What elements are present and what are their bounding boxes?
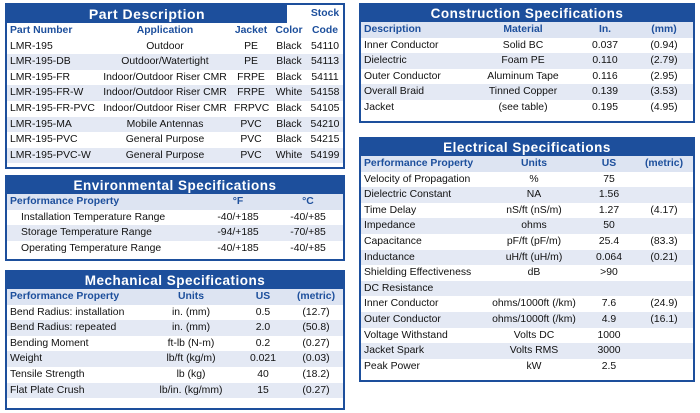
mech-units: lb/ft (kg/m): [145, 351, 237, 367]
mech-metric-header: (metric): [289, 289, 343, 305]
elec-units: ohms/1000ft (/km): [492, 298, 576, 310]
table-row: [361, 328, 693, 344]
cons-description: Jacket: [364, 101, 395, 113]
cons-material-header: Material: [471, 22, 575, 38]
application: Indoor/Outdoor Riser CMR: [103, 102, 227, 114]
part-number: LMR-195-PVC-W: [7, 148, 99, 164]
elec-metric: (83.3): [650, 235, 678, 247]
elec-metric: [635, 281, 693, 297]
table-row: [361, 234, 693, 250]
mechanical-title: Mechanical Specifications: [7, 272, 343, 289]
color: Black: [276, 134, 302, 146]
elec-property: Outer Conductor: [361, 312, 485, 328]
construction-panel: [359, 3, 695, 123]
mech-property-header: Performance Property: [7, 289, 145, 305]
jacket-header: Jacket: [234, 25, 268, 36]
elec-property: Inner Conductor: [364, 298, 439, 310]
table-row: [7, 132, 343, 148]
mech-metric: (12.7): [302, 306, 330, 318]
mech-units: ft-lb (N-m): [167, 337, 215, 349]
stock-code: 54210: [307, 117, 343, 133]
cons-mm: (2.95): [650, 70, 678, 82]
env-property: Installation Temperature Range: [21, 211, 166, 223]
elec-metric: (24.9): [650, 298, 678, 310]
construction-title: Construction Specifications: [361, 5, 693, 22]
table-row: [361, 172, 693, 188]
env-property: Operating Temperature Range: [21, 242, 162, 254]
elec-metric: [635, 343, 693, 359]
mech-metric: (0.03): [289, 351, 343, 367]
mech-metric: (18.2): [302, 368, 330, 380]
cons-description: Inner Conductor: [364, 39, 439, 51]
table-row: [7, 210, 343, 226]
elec-us: 4.9: [583, 312, 635, 328]
construction-table: [361, 22, 693, 116]
table-row: [7, 241, 343, 257]
color: White: [271, 148, 307, 164]
elec-us: 1.56: [583, 187, 635, 203]
cons-mm: (3.53): [635, 84, 693, 100]
application: General Purpose: [99, 148, 231, 164]
mech-units: lb/in. (kg/mm): [145, 383, 237, 399]
stock-code: 54110: [310, 40, 340, 52]
part-number: LMR-195: [10, 40, 53, 52]
mech-units-header: Units: [145, 289, 237, 305]
cons-material: Foam PE: [471, 53, 575, 69]
elec-property: Time Delay: [364, 204, 417, 216]
elec-metric: [635, 328, 693, 344]
cons-material: Tinned Copper: [471, 84, 575, 100]
environmental-panel: [5, 175, 345, 261]
table-row: [361, 281, 693, 297]
elec-us: 2.5: [601, 360, 617, 372]
mech-property: Flat Plate Crush: [7, 383, 145, 399]
table-row: [361, 187, 693, 203]
elec-us: 1000: [597, 329, 621, 341]
elec-us: 3000: [583, 343, 635, 359]
mech-us-header: US: [237, 289, 289, 305]
color: Black: [271, 54, 307, 70]
table-row: [7, 367, 343, 383]
stock-code: 54105: [310, 102, 340, 114]
application-header: Application: [136, 25, 194, 36]
elec-metric: [635, 265, 693, 281]
cons-in-header: In.: [575, 22, 635, 38]
mech-us: 0.5: [255, 306, 271, 318]
elec-property: Dielectric Constant: [361, 187, 485, 203]
elec-metric: [635, 172, 693, 188]
part-number: LMR-195-PVC: [10, 134, 78, 146]
elec-property: Inductance: [361, 250, 485, 266]
mech-property: Bend Radius: installation: [10, 306, 125, 318]
part-number: LMR-195-MA: [7, 117, 99, 133]
cons-mm: (2.79): [635, 53, 693, 69]
elec-units: pF/ft (pF/m): [506, 235, 562, 247]
elec-metric: (4.17): [650, 204, 678, 216]
part-number: LMR-195-FR: [10, 71, 71, 83]
table-row: [7, 39, 343, 55]
mech-property: Bend Radius: repeated: [7, 320, 145, 336]
application: Indoor/Outdoor Riser CMR: [103, 71, 227, 83]
part-number-header: Part Number: [10, 25, 73, 36]
stock-code: 54113: [307, 54, 343, 70]
elec-us: >90: [600, 267, 618, 279]
elec-units: ohms: [485, 218, 583, 234]
table-row: [7, 148, 343, 164]
env-property: Storage Temperature Range: [7, 225, 203, 241]
cons-in: 0.110: [575, 53, 635, 69]
elec-units: [485, 281, 583, 297]
color-header: Color: [275, 25, 303, 36]
table-row: [7, 101, 343, 117]
table-row: [7, 85, 343, 101]
mech-metric: (0.27): [289, 383, 343, 399]
electrical-panel: [359, 137, 695, 382]
elec-property-header: Performance Property: [361, 156, 485, 172]
color: Black: [276, 71, 302, 83]
table-row: [361, 53, 693, 69]
application: Outdoor/Watertight: [99, 54, 231, 70]
elec-metric: (0.21): [635, 250, 693, 266]
elec-units: Volts RMS: [485, 343, 583, 359]
cons-material: Aluminum Tape: [487, 70, 559, 82]
jacket: FRPVC: [234, 102, 270, 114]
table-row: [361, 296, 693, 312]
table-row: [7, 117, 343, 133]
color: Black: [271, 117, 307, 133]
elec-metric: [635, 218, 693, 234]
env-c: -40/+85: [290, 211, 326, 223]
env-f: -40/+185: [217, 242, 259, 254]
table-row: [7, 225, 343, 241]
env-c: -40/+85: [290, 242, 326, 254]
mech-property: Tensile Strength: [10, 368, 85, 380]
code-header: Code: [312, 25, 338, 36]
mech-units: lb (kg): [176, 368, 206, 380]
part-number: LMR-195-FR-W: [7, 85, 99, 101]
cons-description: Dielectric: [361, 53, 471, 69]
elec-units: ohms/1000ft (/km): [485, 312, 583, 328]
elec-units: NA: [485, 187, 583, 203]
mech-metric: (0.27): [302, 337, 330, 349]
cons-in: 0.116: [592, 70, 618, 82]
env-c: -70/+85: [273, 225, 343, 241]
environmental-title: Environmental Specifications: [7, 177, 343, 194]
elec-units: %: [529, 173, 539, 185]
elec-property: Shielding Effectiveness: [364, 267, 472, 279]
application: General Purpose: [125, 134, 205, 146]
table-row: [361, 359, 693, 375]
cons-in: 0.195: [591, 101, 618, 113]
elec-property: Capacitance: [364, 235, 422, 247]
cons-in: 0.037: [591, 39, 618, 51]
elec-units-header: Units: [485, 156, 583, 172]
table-row: [361, 218, 693, 234]
env-f-header: °F: [203, 194, 273, 210]
cons-material: Solid BC: [502, 39, 544, 51]
elec-us: 25.4: [598, 235, 620, 247]
mech-units: in. (mm): [145, 320, 237, 336]
env-property-header: Performance Property: [7, 194, 203, 210]
stock-code: 54215: [310, 134, 340, 146]
table-row: [7, 336, 343, 352]
table-row: [361, 203, 693, 219]
table-row: [7, 320, 343, 336]
cons-material: (see table): [498, 101, 548, 113]
mechanical-table: [7, 289, 343, 398]
mech-us: 2.0: [237, 320, 289, 336]
elec-us: 50: [583, 218, 635, 234]
stock-code: 54158: [307, 85, 343, 101]
elec-units: kW: [526, 360, 542, 372]
color: Black: [276, 40, 302, 52]
table-row: [361, 312, 693, 328]
table-row: [7, 383, 343, 399]
jacket: FRPE: [237, 71, 265, 83]
table-row: [7, 54, 343, 70]
elec-metric: (16.1): [635, 312, 693, 328]
table-row: [361, 84, 693, 100]
application: Outdoor: [146, 40, 184, 52]
table-row: [361, 38, 693, 54]
part-number: LMR-195-DB: [7, 54, 99, 70]
jacket: PVC: [231, 117, 271, 133]
elec-property: Velocity of Propagation: [364, 173, 471, 185]
cons-description: Overall Braid: [361, 84, 471, 100]
jacket: PE: [231, 54, 271, 70]
mech-property: Bending Moment: [10, 337, 89, 349]
mech-metric: (50.8): [289, 320, 343, 336]
mechanical-panel: [5, 270, 345, 410]
elec-units: dB: [527, 267, 541, 279]
elec-us-header: US: [583, 156, 635, 172]
env-c-header: °C: [273, 194, 343, 210]
environmental-table: [7, 194, 343, 256]
cons-in: 0.139: [575, 84, 635, 100]
cons-mm-header: (mm): [635, 22, 693, 38]
cons-description: Outer Conductor: [364, 70, 441, 82]
color: White: [271, 85, 307, 101]
table-row: [361, 69, 693, 85]
part-table: [7, 5, 343, 163]
jacket: PE: [244, 40, 258, 52]
table-row: [361, 265, 693, 281]
elec-metric: [635, 187, 693, 203]
elec-property: Jacket Spark: [361, 343, 485, 359]
table-row: [7, 305, 343, 321]
elec-metric-header: (metric): [635, 156, 693, 172]
elec-property: Peak Power: [364, 360, 421, 372]
part-description-title-text: Part Description: [7, 5, 287, 23]
elec-us: 7.6: [601, 298, 617, 310]
table-row: [361, 250, 693, 266]
env-f: -94/+185: [203, 225, 273, 241]
jacket: FRPE: [231, 85, 271, 101]
mech-us: 15: [237, 383, 289, 399]
application: Indoor/Outdoor Riser CMR: [99, 85, 231, 101]
application: Mobile Antennas: [99, 117, 231, 133]
elec-us: 75: [603, 173, 615, 185]
table-row: [361, 343, 693, 359]
elec-units: Volts DC: [513, 329, 555, 341]
electrical-title: Electrical Specifications: [361, 139, 693, 156]
part-number: LMR-195-FR-PVC: [10, 102, 95, 114]
elec-us: 1.27: [598, 204, 620, 216]
part-description-panel: [5, 3, 345, 169]
stock-code: 54199: [307, 148, 343, 164]
elec-property: DC Resistance: [361, 281, 485, 297]
elec-us: 0.064: [583, 250, 635, 266]
mech-us: 0.021: [237, 351, 289, 367]
jacket: PVC: [231, 148, 271, 164]
env-f: -40/+185: [217, 211, 259, 223]
electrical-table: [361, 156, 693, 374]
color: Black: [276, 102, 302, 114]
mech-property: Weight: [7, 351, 145, 367]
mech-us: 0.2: [255, 337, 271, 349]
jacket: PVC: [240, 134, 262, 146]
cons-mm: (4.95): [650, 101, 678, 113]
stock-code: 54111: [311, 71, 339, 83]
cons-description-header: Description: [361, 22, 471, 38]
elec-metric: [635, 359, 693, 375]
elec-units: uH/ft (uH/m): [485, 250, 583, 266]
elec-us: [583, 281, 635, 297]
elec-property: Impedance: [361, 218, 485, 234]
table-row: [361, 100, 693, 116]
table-row: [7, 351, 343, 367]
cons-mm: (0.94): [650, 39, 678, 51]
elec-units: nS/ft (nS/m): [506, 204, 562, 216]
stock-header: Stock: [307, 5, 343, 23]
mech-units: in. (mm): [171, 306, 211, 318]
elec-property: Voltage Withstand: [364, 329, 448, 341]
table-row: [7, 70, 343, 86]
mech-us: 40: [257, 368, 269, 380]
